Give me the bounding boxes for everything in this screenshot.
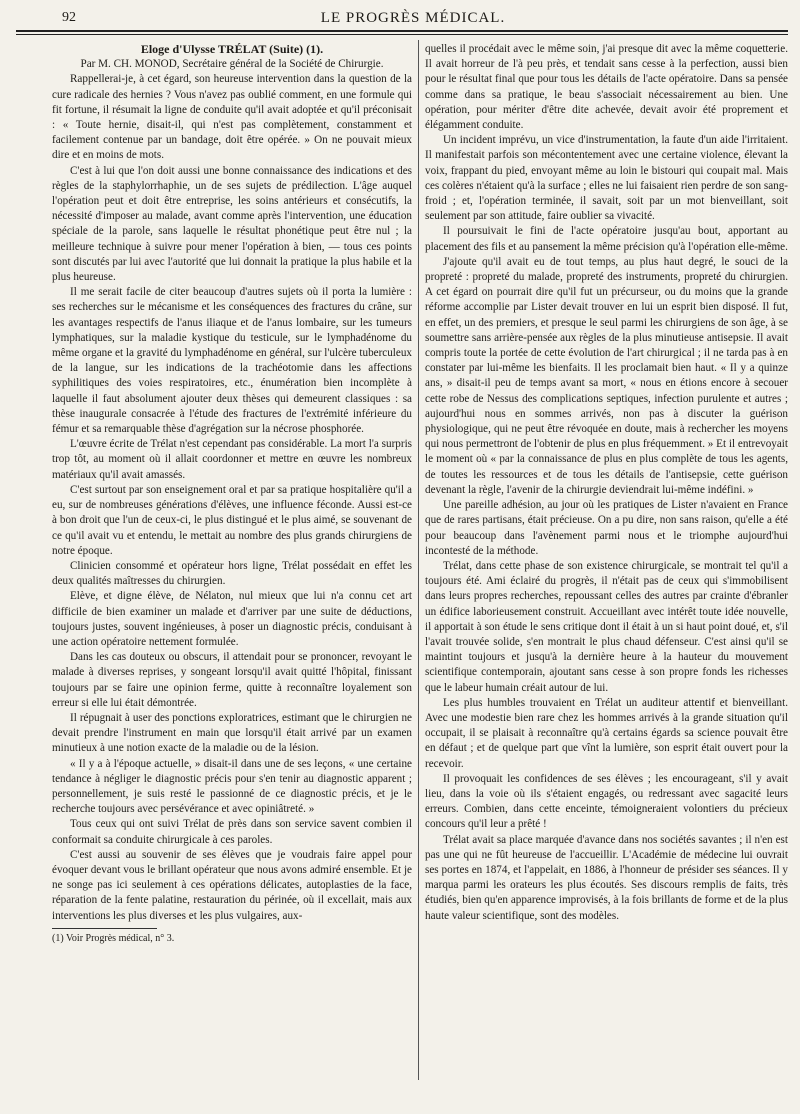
paragraph: Une pareille adhésion, au jour où les pratiques de Lister n'avaient en France que de rares partisans, était précieuse. On a pu dire, non sans raison, qu'elle a été pour beaucoup dans l'avènement parmi nous et le triomphe aujourd'hui incontesté de la méthode. xyxy=(425,499,788,557)
paragraph: Dans les cas douteux ou obscurs, il attendait pour se prononcer, revoyant le malade à diverses reprises, y songeant lorsqu'il avait quitté l'hôpital, finissant toujours par se faire une opinion ferme, quitte à reconnaître loyalement son erreur si elle lui était démontrée. xyxy=(52,651,412,709)
paragraph: « Il y a à l'époque actuelle, » disait-il dans une de ses leçons, « une certaine tendance à négliger le diagnostic précis pour s'en tenir au diagnostic apparent ; personnellement, je suis resté le passionné de ce diagnostic précis, et je le recherche toujours avec persévérance et avec opiniâtreté. » xyxy=(52,757,412,816)
footnote: (1) Voir Progrès médical, n° 3. xyxy=(52,932,175,944)
paragraph: Clinicien consommé et opérateur hors ligne, Trélat possédait en effet les deux qualités maîtresses du chirurgien. xyxy=(52,559,412,588)
right-column xyxy=(425,42,788,924)
page-number: 92 xyxy=(62,10,76,25)
journal-title: LE PROGRÈS MÉDICAL. xyxy=(320,10,506,26)
header-rule xyxy=(16,30,788,32)
paragraph: Elève, et digne élève, de Nélaton, nul mieux que lui n'a connu cet art difficile de bien examiner un malade et d'arriver par une suite de déductions, toujours justes, souvent ingénieuses, à poser un diagnostic précis, conduisant à une action opératoire nettement formulée. xyxy=(52,590,412,648)
paragraph: Il provoquait les confidences de ses élèves ; les encourageant, s'il y avait lieu, dans la voie où ils s'étaient engagés, ou redressant avec sagacité leurs erreurs. Combien, dans cette enceinte, témoigneraient volontiers du précieux concours qu'il leur a prêté ! xyxy=(425,772,788,831)
page-header xyxy=(40,10,786,32)
paragraph: Il poursuivait le fini de l'acte opératoire jusqu'au bout, apportant au placement des fils et au pansement la même précision qu'à l'opération elle-même. xyxy=(425,225,788,253)
paragraph: Trélat avait sa place marquée d'avance dans nos sociétés savantes ; il n'en est pas une qui ne fût heureuse de l'accueillir. L'Académie de médecine lui ouvrait ses portes en 1874, et l'appelait, en 1886, à l'honneur de présider ses séances. Il y marqua parmi les orateurs les plus écoutés. Ses discours remplis de faits, très étudiés, bien qu'en apparence improvisés, à la fois brillants de forme et de la plus haute valeur scientifique, sont des modèles. xyxy=(425,833,788,922)
paragraph: Tous ceux qui ont suivi Trélat de près dans son service savent combien il conformait sa conduite chirurgicale à ces paroles. xyxy=(52,818,412,846)
article-title: Eloge d'Ulysse TRÉLAT (Suite) (1). xyxy=(140,42,324,56)
paragraph: C'est surtout par son enseignement oral et par sa pratique hospitalière qu'il a eu, sur de nombreuses générations d'élèves, une influence féconde. Aussi est-ce à bon droit que l'un de ceux-ci, le plus distingué et le plus aimé, se souvenant de ce qu'il avait vu et entendu, le mettait au nombre des plus grands chirurgiens de notre époque. xyxy=(52,483,412,557)
paragraph: L'œuvre écrite de Trélat n'est cependant pas considérable. La mort l'a surpris trop tôt, au moment où il allait coordonner et mettre en œuvre les nombreux matériaux qu'il avait amassés. xyxy=(52,438,412,481)
footnote-rule xyxy=(52,928,157,929)
paragraph: Il me serait facile de citer beaucoup d'autres sujets où il porta la lumière : ses recherches sur le mécanisme et les conséquences des fractures du crâne, sur les avantages respectifs de l'anus iliaque et de l'anus lombaire, sur les tumeurs lymphatiques, sur la maladie kystique du testicule, sur le lymphadénome du même organe et la gravité du lymphadénome en général, sur l'ulcère tuberculeux de la langue, sur les indications de la trachéotomie dans les affections syphilitiques des voies respiratoires, etc., énumération bien incomplète à laquelle il faut absolument ajouter deux thèses qui demeurent classiques : sa thèse inaugurale consacrée à l'étude des fractures de l'extrémité inférieure du fémur et sa remarquable thèse d'agrégation sur la nécrose phosphorée. xyxy=(52,286,412,436)
left-column xyxy=(52,42,412,946)
paragraph: J'ajoute qu'il avait eu de tout temps, au plus haut degré, le souci de la propreté : propreté du malade, propreté des instruments, propreté du chirurgien. A cet égard on pourrait dire qu'il fut un précurseur, ou du moins que la grande réforme accomplie par Lister devait trouver en lui un esprit bien disposé. Il fut, en effet, un des premiers, et presque le seul parmi les chirurgiens de son âge, à se soumettre sans arrière-pensée aux règles de la plus minutieuse antisepsie. Il avait compris toute la portée de cette évolution de l'art chirurgical ; il ne tarda pas à en constater par lui-même les bienfaits. Il les proclamait bien haut. « Il y a quinze ans, » disait-il peu de temps avant sa mort, « nous en étions encore à secouer cette robe de Nessus des complications septiques, infection purulente et autres ; aujourd'hui nous en sommes arrivés, non pas à discuter la guérison physiologique, qui ne peut être révoquée en doute, mais à rechercher les moyens qui nous permettront de l'obtenir de plus en plus fréquemment. » Et il entrevoyait le moment où « par la connaissance de plus en plus complète de tous les agents, de toutes les ressources et de tous les détails de l'antisepsie, cette guérison devenant la règle, l'avenir de la chirurgie deviendrait lui-même indéfini. » xyxy=(425,255,788,496)
column-divider xyxy=(418,40,419,1080)
paragraph: C'est à lui que l'on doit aussi une bonne connaissance des indications et des règles de la staphylorrhaphie, un de ses sujets de prédilection. L'âge auquel l'opération peut et doit être entreprise, les soins antérieurs et consécutifs, la nécessité d'imposer au malade, avant comme après l'intervention, une éducation spéciale de la parole, sans laquelle le résultat phonétique peut être nul ; la meilleure technique à suivre pour mener l'opération à bien, — tous ces points sont discutés par lui avec l'autorité que lui donnait la pratique la plus habile et la plus heureuse. xyxy=(52,164,412,284)
paragraph: Un incident imprévu, un vice d'instrumentation, la faute d'un aide l'irritaient. Il manifestait parfois son mécontentement avec une certaine violence, élevant la voix, frappant du pied, envoyant même au loin le bistouri qui coupait mal. Mais ces colères n'étaient qu'à la surface ; elles ne lui faisaient rien perdre de son sang-froid ; et, l'opération terminée, il savait, soit par un mot bienveillant, soit seulement par son attitude, faire oublier sa vivacité. xyxy=(425,134,788,223)
paragraph: Rappellerai-je, à cet égard, son heureuse intervention dans la question de la cure radicale des hernies ? Vous n'avez pas oublié comment, en une formule qui fit fortune, il résumait la ligne de conduite qu'il avait adoptée et qu'il préconisait : « Toute hernie, disait-il, qui n'est pas complètement, constamment et facilement contenue par un bandage, doit être opérée. » On ne pouvait mieux dire et en moins de mots. xyxy=(52,73,412,162)
paragraph: Il répugnait à user des ponctions exploratrices, estimant que le chirurgien ne devait prendre l'instrument en main que lorsqu'il était arrivé par un examen minutieux à une notion exacte de la maladie ou de la lésion. xyxy=(52,711,412,755)
paragraph: Trélat, dans cette phase de son existence chirurgicale, se montrait tel qu'il a toujours été. Ami éclairé du progrès, il n'était pas de ceux qui s'immobilisent dans leurs propres recherches, repoussant celles des autres par crainte d'ébranler un édifice laborieusement construit. Accueillant avec intérêt toute idée nouvelle, il apportait à son étude le sens critique dont il était à un si haut point doué, et, s'il l'avait trouvée solide, s'en montrait le plus chaud défenseur. C'est ainsi qu'il se maintint toujours et jusqu'à la dernière heure à la hauteur du mouvement scientifique contemporain, ajoutant sans cesse à son propre fonds les richesses que le labeur humain créait autour de lui. xyxy=(425,559,788,694)
paragraph: Les plus humbles trouvaient en Trélat un auditeur attentif et bienveillant. Avec une modestie bien rare chez les hommes arrivés à la grande situation qu'il occupait, il se plaisait à reconnaître qu'à certains égards sa science pouvait être en défaut ; et de quelque part que vînt la lumière, son esprit était ouvert pour la recevoir. xyxy=(425,696,788,770)
header-rule-thin xyxy=(16,34,788,35)
article-byline: Par M. CH. MONOD, Secrétaire général de la Société de Chirurgie. xyxy=(80,58,384,71)
paragraph: C'est aussi au souvenir de ses élèves que je voudrais faire appel pour évoquer devant vous le brillant opérateur que nous avons admiré ensemble. Et je ne songe pas ici seulement à ces opérations délicates, autoplasties de la face, réparation de la fente palatine, restauration du périnée, où il excellait, mais aux interventions les plus diverses et les plus vulgaires, aux- xyxy=(52,848,412,922)
paragraph: quelles il procédait avec le même soin, j'ai presque dit avec la même coquetterie. Il avait horreur de l'à peu près, et tendait sans cesse à la perfection, aussi bien pour le résultat final que pour tous les détails de l'acte opératoire. Dans sa pensée comme dans sa pratique, le beau s'associait nécessairement au bien. Une opération, pour mériter d'être dite achevée, devait avoir été proprement et élégamment conduite. xyxy=(425,43,788,132)
